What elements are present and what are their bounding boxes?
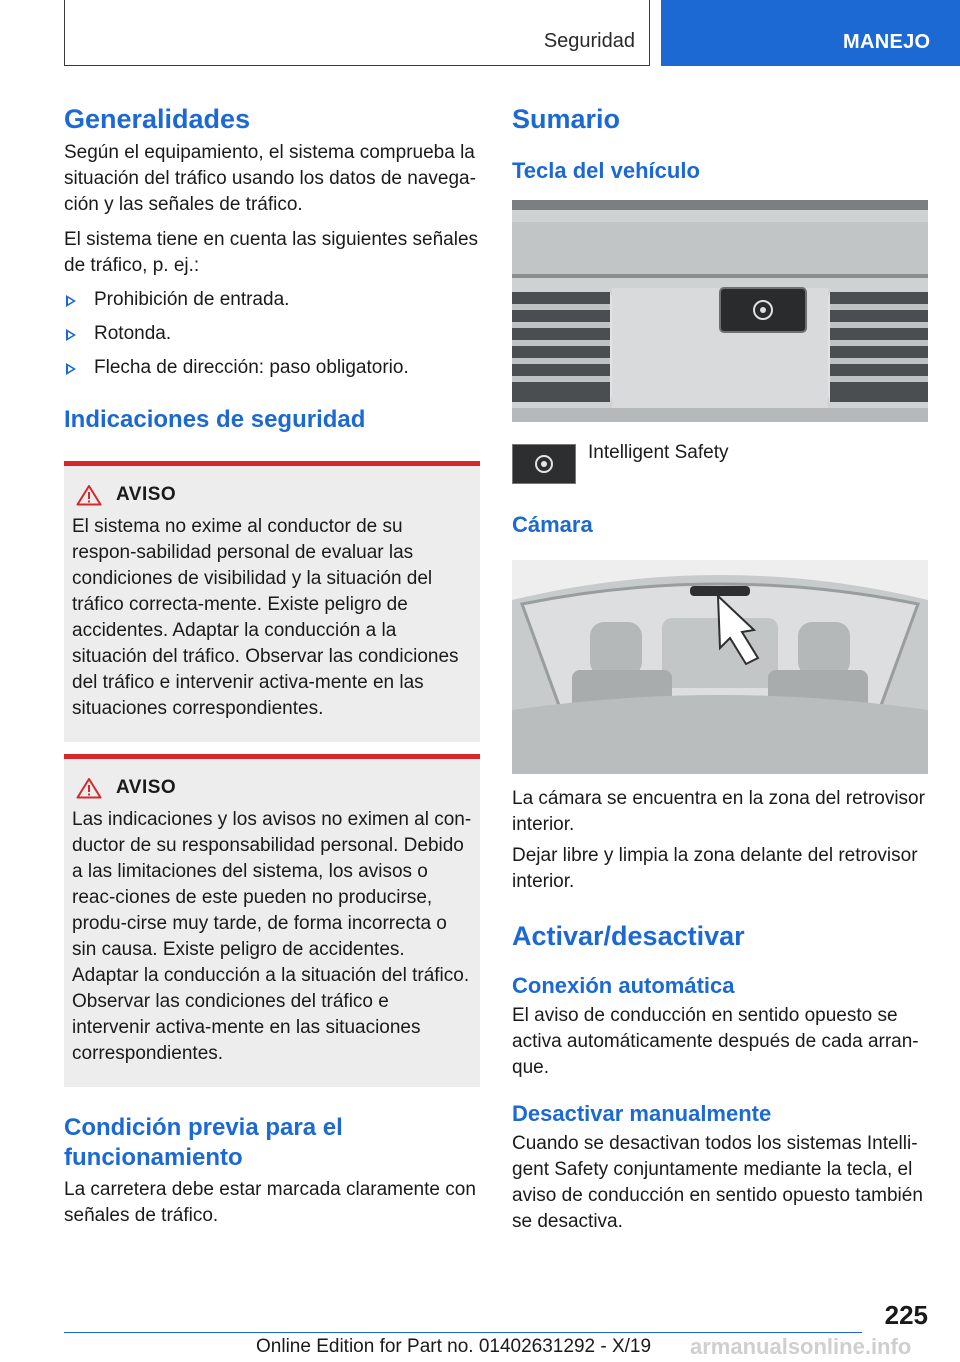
vehicle-button-illustration <box>512 200 928 422</box>
key-legend <box>512 444 928 484</box>
header-section-box <box>64 0 650 66</box>
warning-box-1 <box>64 461 480 742</box>
camera-paragraph-2: Dejar libre y limpia la zona delante del retrovisor interior. <box>512 845 918 892</box>
general-title: Generalidades <box>64 104 251 134</box>
footer-divider <box>64 1332 862 1333</box>
safety-title: Indicaciones de seguridad <box>64 406 366 433</box>
key-legend-label: Intelligent Safety <box>588 442 729 463</box>
warning-icon <box>76 484 102 506</box>
list-item-text: Rotonda. <box>94 323 172 344</box>
vehicle-button-photo <box>512 200 928 422</box>
summary-title: Sumario <box>512 104 621 134</box>
intelligent-safety-button-icon <box>512 444 576 484</box>
precondition-text: La carretera debe estar marcada claramente con señales de tráfico. <box>64 1179 476 1226</box>
list-item-text: Prohibición de entrada. <box>94 289 290 310</box>
list-item-text: Flecha de dirección: paso obligatorio. <box>94 357 409 378</box>
warning-text: Las indicaciones y los avisos no eximen al con-ductor de su responsabilidad personal. Debido a las limitaciones del sistema, los avisos o reac-ciones de este pueden no producirse, produ-cirse muy tarde, de forma incorrecta o sin causa. Existe peligro de accidentes. Adaptar la conducción a la situación del tráfico. Observar las condiciones del tráfico e intervenir activa-mente en las situaciones correspondientes. <box>72 809 472 1064</box>
right-column <box>512 96 928 1235</box>
triangle-bullet-icon <box>66 295 76 307</box>
header-chapter-tab[interactable] <box>661 0 960 66</box>
list-item <box>64 287 480 313</box>
manual-title: Desactivar manualmente <box>512 1101 772 1126</box>
sign-list <box>64 287 480 381</box>
camera-photo <box>512 560 928 774</box>
activate-title: Activar/desactivar <box>512 921 745 951</box>
left-column <box>64 96 480 1229</box>
warning-icon <box>76 777 102 799</box>
auto-text: El aviso de conducción en sentido opuesto se activa automáticamente después de cada arran-que. <box>512 1005 919 1078</box>
list-item <box>64 355 480 381</box>
precondition-title: Condición previa para el funcionamiento <box>64 1114 343 1171</box>
warning-header <box>72 484 472 506</box>
key-title: Tecla del vehículo <box>512 158 700 183</box>
warning-header <box>72 777 472 799</box>
camera-location-illustration <box>512 560 928 774</box>
warning-label: AVISO <box>116 484 177 505</box>
page-number: 225 <box>884 1300 928 1330</box>
triangle-bullet-icon <box>66 363 76 375</box>
camera-title: Cámara <box>512 512 593 537</box>
header-section-title: Seguridad <box>543 30 635 52</box>
warning-text: El sistema no exime al conductor de su respon-sabilidad personal de evaluar las condiciones de visibilidad y la situación del tráfico correcta-mente. Existe peligro de accidentes. Adaptar la conducción a la situación del tráfico. Observar las condiciones del tráfico e intervenir activa-mente en las situaciones correspondientes. <box>72 516 459 719</box>
list-item <box>64 321 480 347</box>
auto-title: Conexión automática <box>512 973 735 998</box>
camera-paragraph-1: La cámara se encuentra en la zona del retrovisor interior. <box>512 788 925 835</box>
watermark: armanualsonline.info <box>690 1334 912 1359</box>
general-paragraph-1: Según el equipamiento, el sistema comprueba la situación del tráfico usando los datos de navega-ción y las señales de tráfico. <box>64 142 476 215</box>
header-chapter-label: MANEJO <box>843 31 931 53</box>
footer-edition: Online Edition for Part no. 01402631292 - X/19 <box>256 1336 652 1357</box>
manual-text: Cuando se desactivan todos los sistemas Intelli-gent Safety conjuntamente mediante la tecla, el aviso de conducción en sentido opuesto también se desactiva. <box>512 1133 923 1232</box>
warning-label: AVISO <box>116 777 177 798</box>
general-paragraph-2: El sistema tiene en cuenta las siguientes señales de tráfico, p. ej.: <box>64 229 479 276</box>
warning-box-2 <box>64 754 480 1087</box>
triangle-bullet-icon <box>66 329 76 341</box>
